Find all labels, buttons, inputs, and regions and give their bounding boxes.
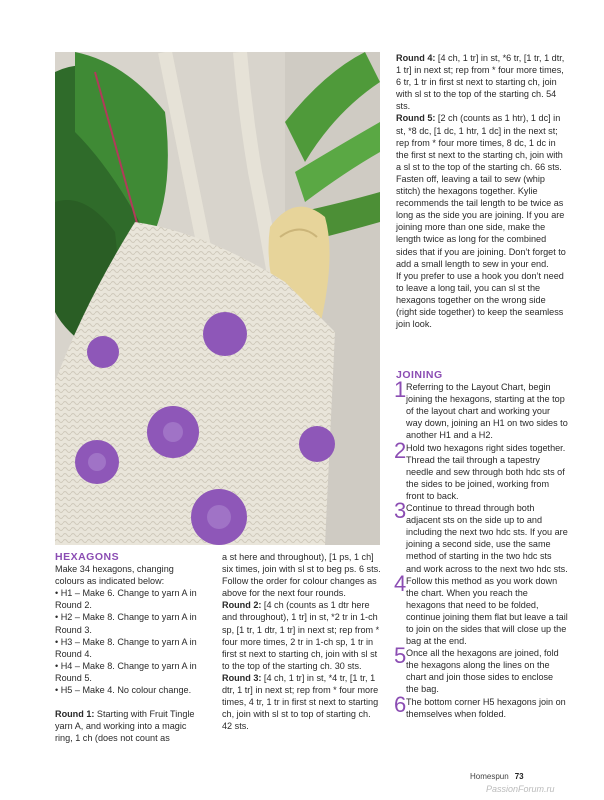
page-number: 73: [514, 772, 524, 781]
step-text: The bottom corner H5 hexagons join on themselves when folded.: [406, 696, 566, 719]
round-3-label: Round 3:: [222, 672, 262, 683]
bag-photo: [55, 52, 380, 545]
list-item: • H2 – Make 8. Change to yarn A in Round 3.: [55, 612, 197, 635]
round-2-paragraph: [222, 599, 382, 672]
joining-section: [396, 369, 568, 720]
magazine-name: Homespun: [470, 772, 509, 781]
joining-step: [394, 437, 568, 502]
step-number: 4: [394, 570, 407, 596]
round-2-text: [4 ch (counts as 1 dtr here and throughout), 1 tr] in st, *2 tr in 1-ch sp, [1 tr, 1 dtr, 1 tr] in next st; rep from * four more times, 2 tr in 1-ch sp, 1 tr in first st next to starting ch, join with sl st to the top of the starting ch. 30 sts.: [222, 600, 380, 671]
hook-paragraph: If you prefer to use a hook you don’t need to leave a long tail, you can sl st the hexagons together on the wrong side (right side together) to keep the seamless join look.: [396, 270, 564, 330]
list-item: • H5 – Make 4. No colour change.: [55, 685, 192, 696]
step-text: Hold two hexagons right sides together. Thread the tail through a tapestry needle and sew through both hdc sts of the sides to be joined, working from front to back.: [406, 442, 566, 501]
round-1-continuation: a st here and throughout), [1 ps, 1 ch] six times, join with sl st to beg ps. 6 sts.: [222, 552, 381, 575]
page-footer: [470, 772, 524, 781]
round-4-label: Round 4:: [396, 53, 436, 63]
round-4-text: [4 ch, 1 tr] in st, *6 tr, [1 tr, 1 dtr, 1 tr] in next st; rep from * four more times, 6 tr, 1 tr in first st next to starting ch, join with sl st to the top of the starting ch. 54 sts.: [396, 53, 565, 112]
joining-step: [394, 498, 568, 575]
hexagons-section: [55, 551, 205, 744]
joining-step: [394, 377, 568, 441]
joining-step: [394, 643, 568, 695]
step-number: 5: [394, 643, 407, 669]
round-4-paragraph: [396, 52, 568, 112]
hexagons-intro: Make 34 hexagons, changing colours as indicated below:: [55, 564, 174, 587]
round-3-paragraph: [222, 672, 382, 732]
round-2-label: Round 2:: [222, 600, 262, 611]
step-number: 2: [394, 437, 407, 463]
fasten-off-paragraph: Fasten off, leaving a tail to sew (whip stitch) the hexagons together. Kylie recommends the tail length to be twice as long as the side you are joining. If you are joining more than one side, make the length twice as long for the combined sides that if you are joining. Don’t forget to add a small length to sew in your end.: [396, 173, 566, 269]
round-1-paragraph: [55, 708, 205, 744]
list-item: • H1 – Make 6. Change to yarn A in Round 2.: [55, 588, 197, 611]
step-number: 3: [394, 498, 407, 524]
hexagons-heading: HEXAGONS: [55, 551, 120, 563]
hexagon-colour-list: [55, 587, 205, 696]
round-1-label: Round 1:: [55, 709, 95, 720]
colour-order-note: Follow the order for colour changes as above for the next four rounds.: [222, 576, 377, 599]
step-number: 6: [394, 691, 407, 717]
round-5-text: [2 ch (counts as 1 htr), 1 dc] in st, *8 dc, [1 dc, 1 htr, 1 dc] in the next st; rep from * four more times, 8 dc, 1 dc in the first st next to the starting ch, join with a sl st to the top of the starting ch. 66 sts.: [396, 113, 563, 172]
round-3-text: [4 ch, 1 tr] in st, *4 tr, [1 tr, 1 dtr, 1 tr] in next st; rep from * four more times, 4 tr, 1 tr in first st next to starting ch, join with sl st to top of starting ch. 42 sts.: [222, 672, 379, 732]
step-number: 1: [394, 377, 407, 403]
round-1-text: Starting with Fruit Tingle yarn A, and working into a magic ring, 1 ch (does not count as: [55, 709, 195, 744]
step-text: Referring to the Layout Chart, begin joining the hexagons, starting at the top of the layout chart and working your way down, joining an H1 on two sides to another H1 and a H2.: [406, 382, 568, 441]
round-5-paragraph: [396, 112, 568, 172]
step-text: Once all the hexagons are joined, fold the hexagons along the lines on the chart and join those sides to enclose the bag.: [406, 648, 559, 695]
round-5-label: Round 5:: [396, 113, 436, 124]
watermark: PassionForum.ru: [486, 784, 555, 794]
list-item: • H4 – Make 8. Change to yarn A in Round 5.: [55, 660, 197, 683]
step-text: Continue to thread through both adjacent sts on the side up to and including the next two hdc sts. If you are joining a second side, use the same method of starting in the two hdc sts and work across to the next two hdc sts.: [406, 503, 568, 574]
joining-heading: JOINING: [396, 369, 443, 381]
crochet-bag-illustration: [55, 52, 380, 545]
joining-step: [394, 570, 568, 648]
joining-step: [394, 691, 568, 720]
rounds-continued-column: [396, 52, 568, 330]
list-item: • H3 – Make 8. Change to yarn A in Round 4.: [55, 636, 197, 659]
step-text: Follow this method as you work down the chart. When you reach the hexagons that need to be folded, continue joining them flat but leave a tail to join on the sides that will close up the bag at the end.: [406, 575, 568, 647]
rounds-column: [222, 551, 382, 732]
